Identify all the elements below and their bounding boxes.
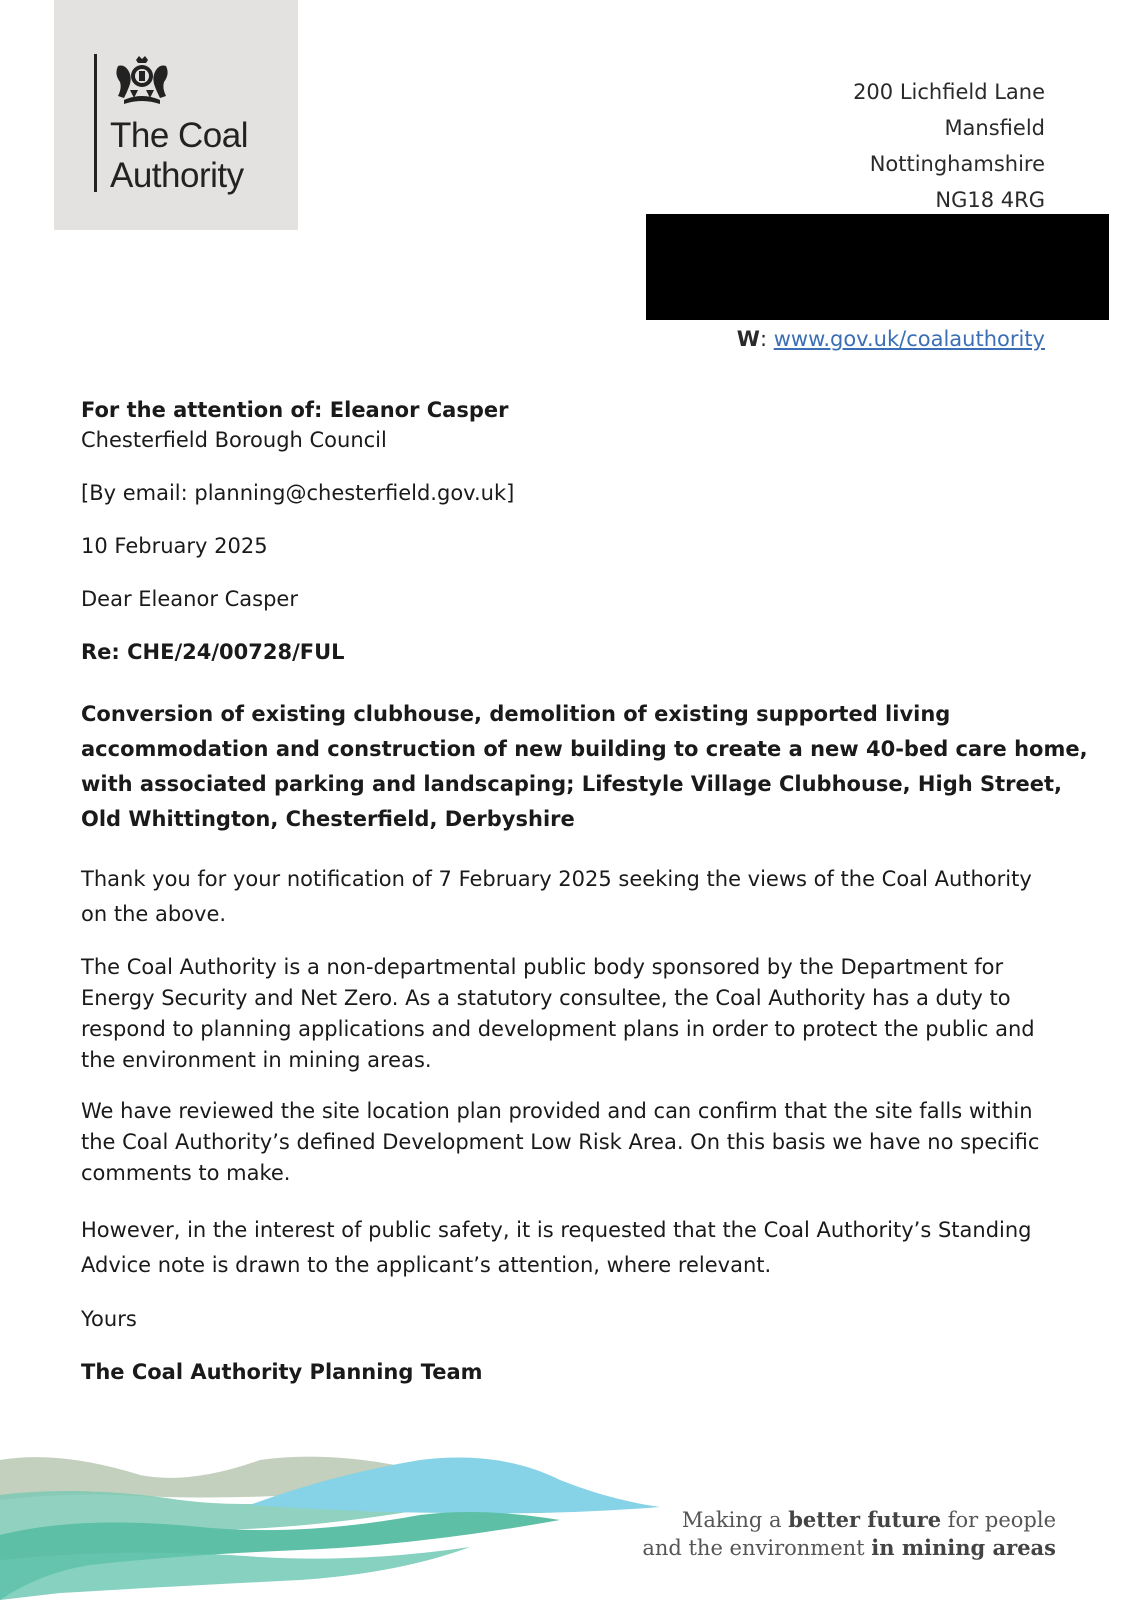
tagline-2a: and the environment — [642, 1536, 872, 1560]
paragraph-3 — [81, 1096, 1039, 1189]
tagline-1b: better future — [788, 1507, 942, 1532]
subject-heading — [81, 697, 1088, 837]
p1-line-1: Thank you for your notification of 7 February 2025 seeking the views of the Coal Authority — [81, 867, 1032, 891]
p3-line-3: comments to make. — [81, 1161, 291, 1185]
footer-wave-graphic — [0, 1455, 680, 1600]
wave-teal-lower — [0, 1547, 470, 1600]
email-line: [By email: planning@chesterfield.gov.uk] — [81, 481, 515, 505]
letter-date: 10 February 2025 — [81, 534, 268, 558]
paragraph-4 — [81, 1213, 1032, 1283]
tagline-1c: for people — [941, 1508, 1056, 1532]
closing: Yours — [81, 1307, 137, 1331]
p4-line-1: However, in the interest of public safety, it is requested that the Coal Authority’s Standing — [81, 1218, 1032, 1242]
p2-line-3: respond to planning applications and development plans in order to protect the public and — [81, 1017, 1035, 1041]
p2-line-2: Energy Security and Net Zero. As a statutory consultee, the Coal Authority has a duty to — [81, 986, 1011, 1010]
address-line-1: 200 Lichfield Lane — [853, 80, 1045, 104]
tagline-line-2 — [642, 1534, 1056, 1562]
website-label: W — [736, 327, 760, 351]
paragraph-1 — [81, 862, 1032, 932]
salutation: Dear Eleanor Casper — [81, 587, 298, 611]
logo-divider — [94, 54, 97, 192]
signature: The Coal Authority Planning Team — [81, 1360, 483, 1384]
logo-wordmark — [110, 116, 248, 196]
subject-line-2: accommodation and construction of new building to create a new 40-bed care home, — [81, 737, 1088, 761]
logo-line-1: The Coal — [110, 116, 249, 155]
p3-line-1: We have reviewed the site location plan provided and can confirm that the site falls within — [81, 1099, 1033, 1123]
address-line-4: NG18 4RG — [935, 188, 1045, 212]
attention-line: For the attention of: Eleanor Casper — [81, 398, 509, 422]
address-line-3: Nottinghamshire — [869, 152, 1045, 176]
p4-line-2: Advice note is drawn to the applicant’s attention, where relevant. — [81, 1253, 772, 1277]
redacted-block — [646, 214, 1109, 320]
p2-line-1: The Coal Authority is a non-departmental public body sponsored by the Department for — [81, 955, 1004, 979]
royal-crest-icon — [110, 54, 174, 114]
subject-line-4: Old Whittington, Chesterfield, Derbyshire — [81, 807, 575, 831]
website-line: W: www.gov.uk/coalauthority — [736, 327, 1045, 351]
tagline-2b: in mining areas — [871, 1535, 1056, 1560]
subject-line-1: Conversion of existing clubhouse, demolition of existing supported living — [81, 702, 951, 726]
p1-line-2: on the above. — [81, 902, 227, 926]
p3-line-2: the Coal Authority’s defined Development Low Risk Area. On this basis we have no specific — [81, 1130, 1040, 1154]
website-link[interactable]: www.gov.uk/coalauthority — [773, 327, 1045, 351]
sender-address — [853, 74, 1045, 218]
address-line-2: Mansfield — [944, 116, 1045, 140]
footer-tagline — [642, 1506, 1056, 1562]
tagline-1a: Making a — [681, 1508, 789, 1532]
reference-line: Re: CHE/24/00728/FUL — [81, 640, 345, 664]
paragraph-2 — [81, 952, 1035, 1076]
tagline-line-1 — [642, 1506, 1056, 1534]
logo-block — [54, 0, 298, 230]
p2-line-4: the environment in mining areas. — [81, 1048, 432, 1072]
recipient-organisation: Chesterfield Borough Council — [81, 428, 387, 452]
subject-line-3: with associated parking and landscaping; Lifestyle Village Clubhouse, High Street, — [81, 772, 1063, 796]
logo-line-2: Authority — [110, 156, 244, 195]
